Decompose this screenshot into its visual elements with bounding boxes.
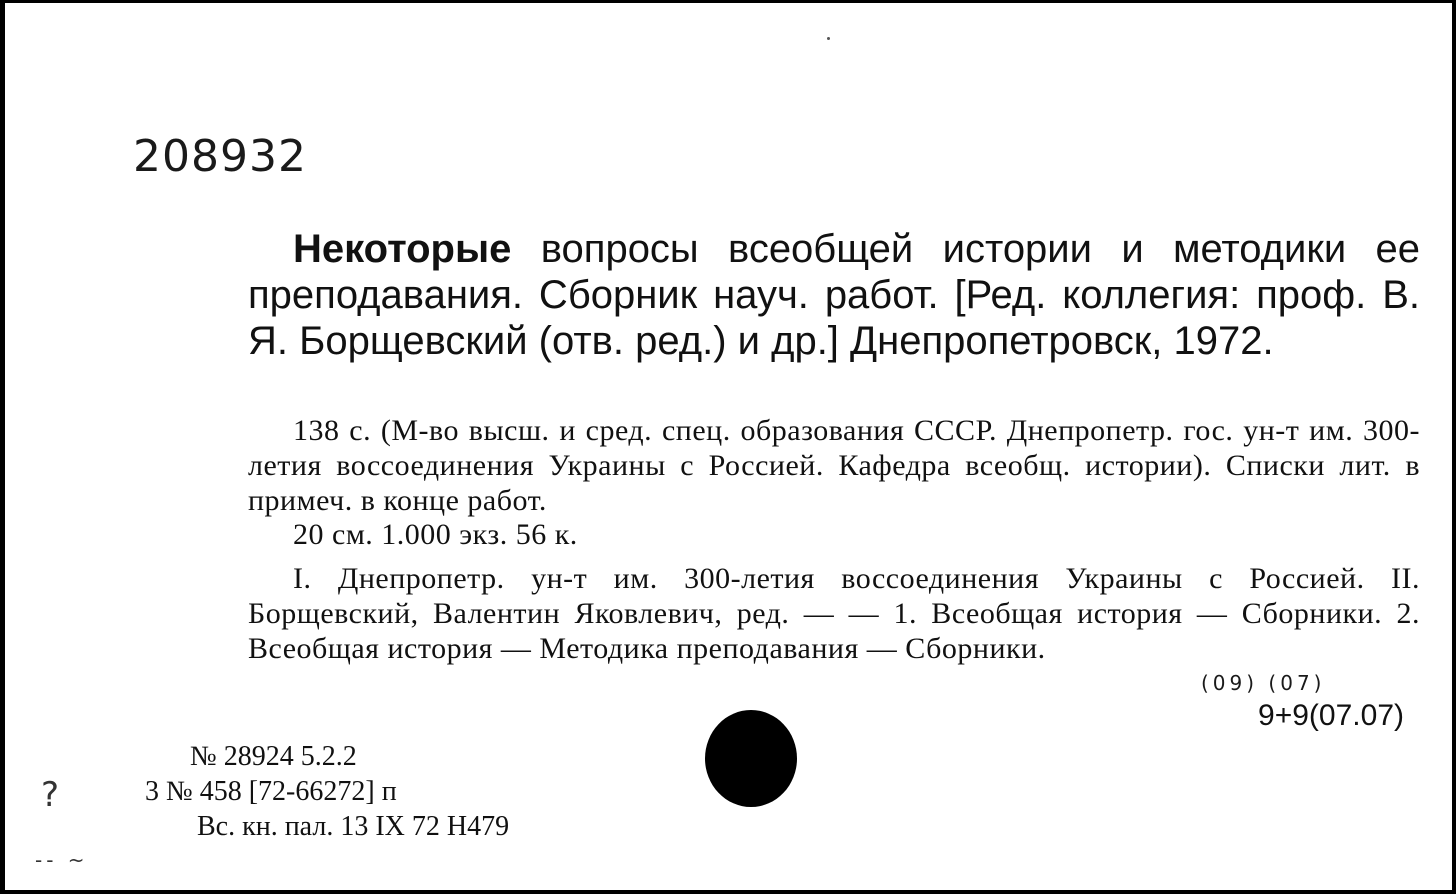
tracings: I. Днепропетр. ун-т им. 300-летия воссоединения Украины с Россией. II. Борщевский, Валентин Яковлевич, ред. — — 1. Всеобщая история — Сборники. 2. Всеобщая история — Методика преподавания — Сборники.	[248, 562, 1420, 665]
speck	[827, 37, 830, 40]
collation-note: 138 с. (М-во высш. и сред. спец. образования СССР. Днепропетр. гос. ун-т им. 300-летия воссоединения Украины с Россией. Кафедра всеобщ. истории). Списки лит. в примеч. в конце работ.	[248, 414, 1420, 517]
footer-line-2: 3 № 458 [72-66272] п	[145, 776, 397, 807]
classification-index: 9+9(07.07)	[1258, 699, 1404, 732]
physical-description: 20 см. 1.000 экз. 56 к.	[293, 518, 578, 551]
punch-hole	[705, 710, 797, 807]
card-footer	[145, 739, 509, 844]
card-title	[248, 226, 1420, 364]
title-first-word: Некоторые	[293, 227, 512, 271]
margin-mark: ?	[41, 775, 60, 815]
classification-handwritten: (09) (07)	[1201, 671, 1326, 695]
inventory-number-handwritten: 208932	[133, 131, 307, 182]
title-rest: вопросы всеобщей истории и методики ее преподавания. Сборник науч. работ. [Ред. коллегия: проф. В. Я. Борщевский (отв. ред.) и др.] Днепропетровск, 1972.	[248, 227, 1420, 363]
margin-scribble: -- ~	[35, 848, 89, 872]
footer-line-1: № 28924 5.2.2	[190, 741, 357, 772]
footer-line-3: Вс. кн. пал. 13 IX 72 Н479	[197, 811, 510, 842]
